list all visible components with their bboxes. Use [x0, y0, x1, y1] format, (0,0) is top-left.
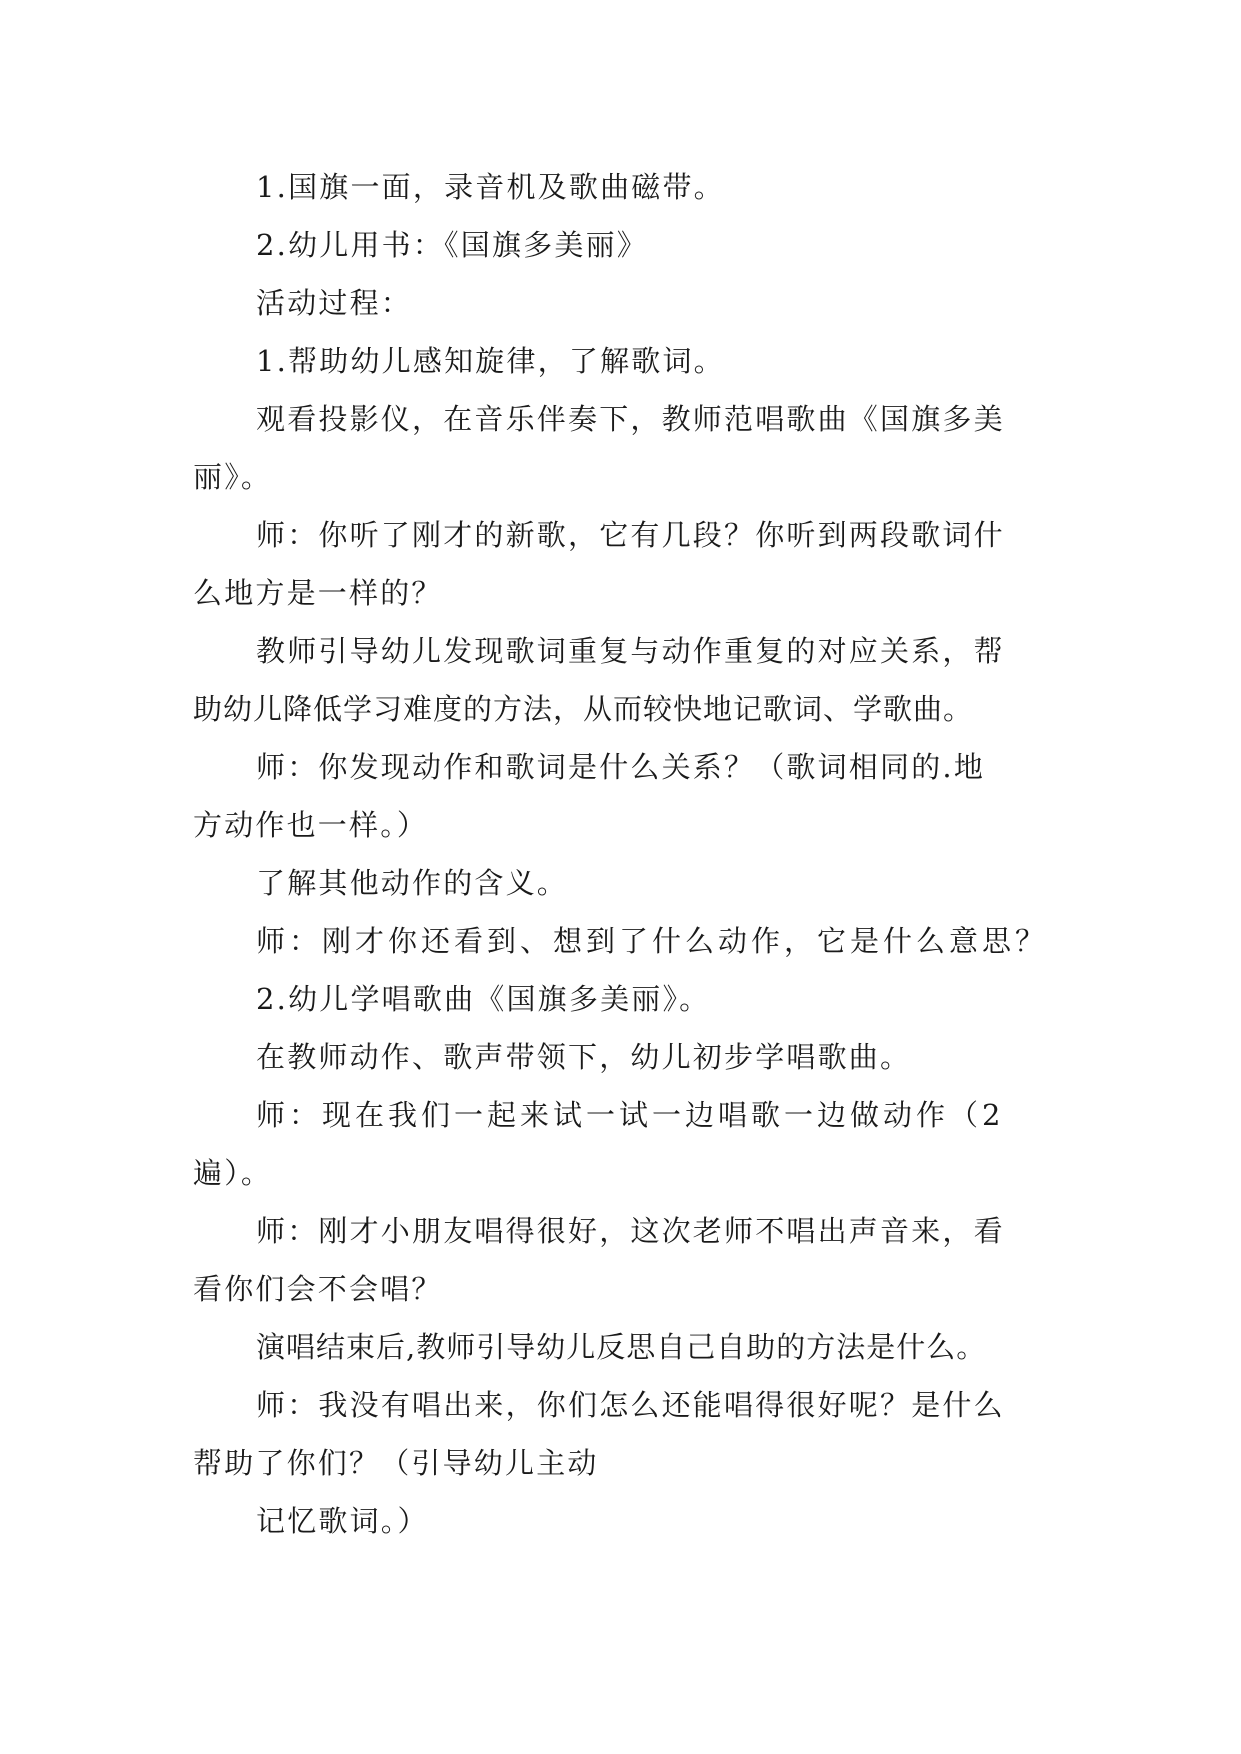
paragraph-line: 记忆歌词。）	[256, 1504, 429, 1538]
paragraph-line: 师：我没有唱出来，你们怎么还能唱得很好呢？是什么	[256, 1388, 1005, 1422]
paragraph-line: 看你们会不会唱？	[193, 1272, 443, 1306]
document-body	[193, 158, 1063, 1550]
paragraph-line: 师：现在我们一起来试一试一边唱歌一边做动作（2	[256, 1098, 1005, 1132]
paragraph-line: 演唱结束后,教师引导幼儿反思自己自助的方法是什么。	[256, 1330, 987, 1364]
paragraph-line: 帮助了你们？（引导幼儿主动	[193, 1446, 599, 1480]
paragraph-line: 么地方是一样的？	[193, 576, 443, 610]
paragraph-line: 方动作也一样。）	[193, 808, 429, 842]
paragraph-line: 1.国旗一面，录音机及歌曲磁带。	[256, 170, 725, 204]
paragraph-line: 师：你发现动作和歌词是什么关系？（歌词相同的.地	[256, 750, 986, 784]
paragraph-line: 助幼儿降低学习难度的方法，从而较快地记歌词、学歌曲。	[193, 692, 974, 726]
paragraph-line: 观看投影仪，在音乐伴奏下，教师范唱歌曲《国旗多美	[256, 402, 1005, 436]
paragraph-line: 师：刚才你还看到、想到了什么动作，它是什么意思？	[256, 924, 1049, 958]
paragraph-line: 教师引导幼儿发现歌词重复与动作重复的对应关系，帮	[256, 634, 1005, 668]
paragraph-line: 师：你听了刚才的新歌，它有几段？你听到两段歌词什	[256, 518, 1005, 552]
paragraph-line: 2.幼儿用书：《国旗多美丽》	[256, 228, 648, 262]
paragraph-line: 遍）。	[193, 1156, 273, 1190]
paragraph-line: 了解其他动作的含义。	[256, 866, 569, 900]
paragraph-line: 在教师动作、歌声带领下，幼儿初步学唱歌曲。	[256, 1040, 912, 1074]
paragraph-line: 2.幼儿学唱歌曲《国旗多美丽》。	[256, 982, 711, 1016]
paragraph-line: 1.帮助幼儿感知旋律，了解歌词。	[256, 344, 725, 378]
paragraph-line: 师：刚才小朋友唱得很好，这次老师不唱出声音来，看	[256, 1214, 1005, 1248]
paragraph-line: 丽》。	[193, 460, 273, 494]
paragraph-line: 活动过程：	[256, 286, 413, 320]
